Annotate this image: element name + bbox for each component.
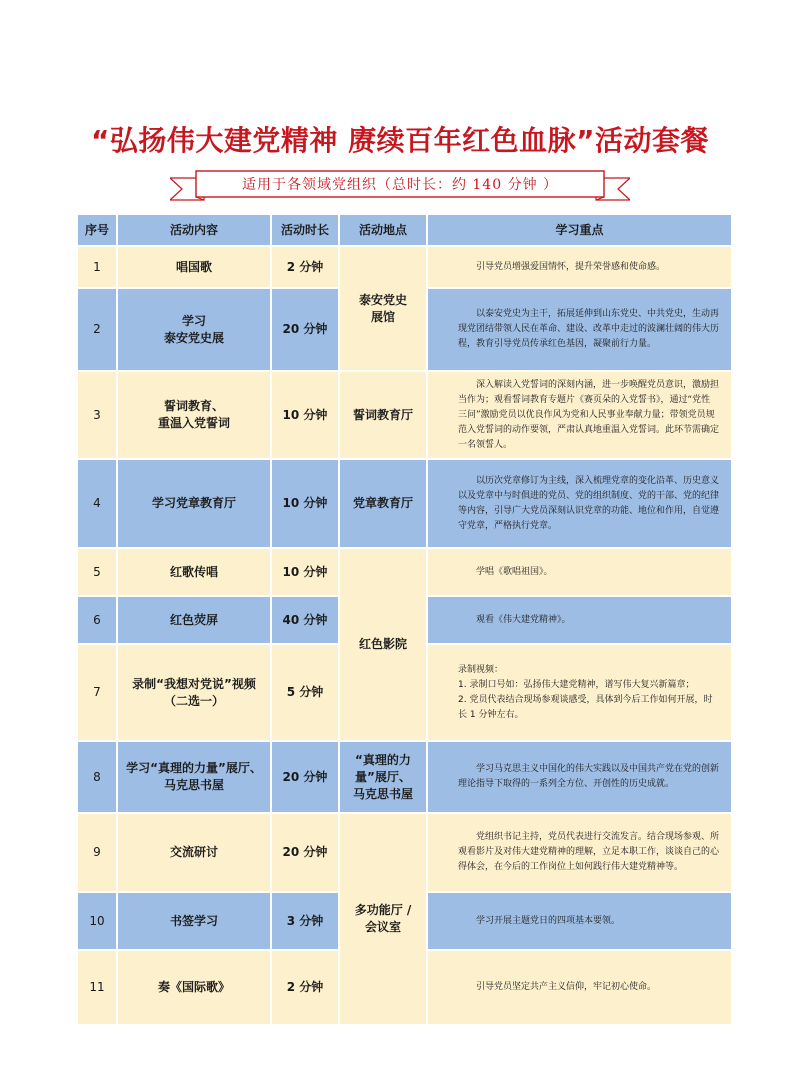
row-number: 2 [78,289,116,370]
activity-content: 红歌传唱 [118,549,270,595]
activity-duration: 10 分钟 [272,549,338,595]
activity-content: 奏《国际歌》 [118,951,270,1024]
header-focus: 学习重点 [428,215,731,245]
activity-content: 学习党章教育厅 [118,460,270,547]
study-focus [428,645,731,740]
activity-content: 唱国歌 [118,247,270,287]
activity-content: 交流研讨 [118,814,270,891]
row-number: 11 [78,951,116,1024]
row-number: 3 [78,372,116,458]
row-number: 4 [78,460,116,547]
activity-content: 誓词教育、 重温入党誓词 [118,372,270,458]
activity-duration: 20 分钟 [272,814,338,891]
header-content: 活动内容 [118,215,270,245]
activity-duration: 20 分钟 [272,289,338,370]
activity-content: 红色荧屏 [118,597,270,643]
activity-content: 学习“真理的力量”展厅、 马克思书屋 [118,742,270,812]
study-focus: 引导党员坚定共产主义信仰，牢记初心使命。 [428,951,731,1024]
study-focus: 观看《伟大建党精神》。 [428,597,731,643]
row-number: 10 [78,893,116,949]
activity-duration: 10 分钟 [272,460,338,547]
row-number: 8 [78,742,116,812]
activity-content: 书签学习 [118,893,270,949]
activity-content: 录制“我想对党说”视频 （二选一） [118,645,270,740]
activity-duration: 2 分钟 [272,247,338,287]
subtitle-text: 适用于各领域党组织（总时长：约 140 分钟 ） [241,177,559,193]
location-constitution-hall: 党章教育厅 [340,460,426,547]
focus-line: 2. 党员代表结合现场参观谈感受，具体到今后工作如何开展，时长 1 分钟左右。 [458,694,713,720]
study-focus: 引导党员增强爱国情怀，提升荣誉感和使命感。 [428,247,731,287]
activity-content: 学习 泰安党史展 [118,289,270,370]
activity-duration: 20 分钟 [272,742,338,812]
focus-line: 录制视频： [458,664,504,675]
row-number: 7 [78,645,116,740]
activity-duration: 3 分钟 [272,893,338,949]
row-number: 5 [78,549,116,595]
activity-duration: 40 分钟 [272,597,338,643]
row-number: 1 [78,247,116,287]
header-no: 序号 [78,215,116,245]
activity-duration: 10 分钟 [272,372,338,458]
location-truth-hall: “真理的力 量”展厅、 马克思书屋 [340,742,426,812]
study-focus: 以历次党章修订为主线，深入梳理党章的变化沿革、历史意义以及党章中与时俱进的党员、党的组织制度、党的干部、党的纪律等内容，引导广大党员深刻认识党章的功能、地位和作用，自觉遵守党章，严格执行党章。 [428,460,731,547]
subtitle-ribbon [170,168,630,204]
page-title: “弘扬伟大建党精神 赓续百年红色血脉”活动套餐 [90,124,710,157]
location-multifunction-hall: 多功能厅 / 会议室 [340,814,426,1024]
activity-table [78,215,723,1007]
row-number: 6 [78,597,116,643]
study-focus: 深入解读入党誓词的深刻内涵，进一步唤醒党员意识，激励担当作为；观看誓词教育专题片《赛页朵的入党誓书》，通过“党性三问”激励党员以优良作风为党和人民事业奉献力量；带领党员规范入党誓词的动作要领，严肃认真地重温入党誓词。此环节需确定一名领誓人。 [428,372,731,458]
header-location: 活动地点 [340,215,426,245]
activity-duration: 2 分钟 [272,951,338,1024]
focus-line: 1. 录制口号如：弘扬伟大建党精神，谱写伟大复兴新篇章； [458,679,695,690]
location-history-hall: 泰安党史 展馆 [340,247,426,370]
study-focus: 以泰安党史为主干，拓展延伸到山东党史、中共党史，生动再现党团结带领人民在革命、建设、改革中走过的波澜壮阔的伟大历程，教育引导党员传承红色基因，凝聚前行力量。 [428,289,731,370]
study-focus: 学唱《歌唱祖国》。 [428,549,731,595]
study-focus: 学习马克思主义中国化的伟大实践以及中国共产党在党的创新理论指导下取得的一系列全方位、开创性的历史成就。 [428,742,731,812]
activity-duration: 5 分钟 [272,645,338,740]
row-number: 9 [78,814,116,891]
study-focus: 学习开展主题党日的四项基本要领。 [428,893,731,949]
location-oath-hall: 誓词教育厅 [340,372,426,458]
location-red-cinema: 红色影院 [340,549,426,740]
header-duration: 活动时长 [272,215,338,245]
study-focus: 党组织书记主持，党员代表进行交流发言。结合现场参观、所观看影片及对伟大建党精神的理解，立足本职工作，谈谈自己的心得体会，在今后的工作岗位上如何践行伟大建党精神等。 [428,814,731,891]
